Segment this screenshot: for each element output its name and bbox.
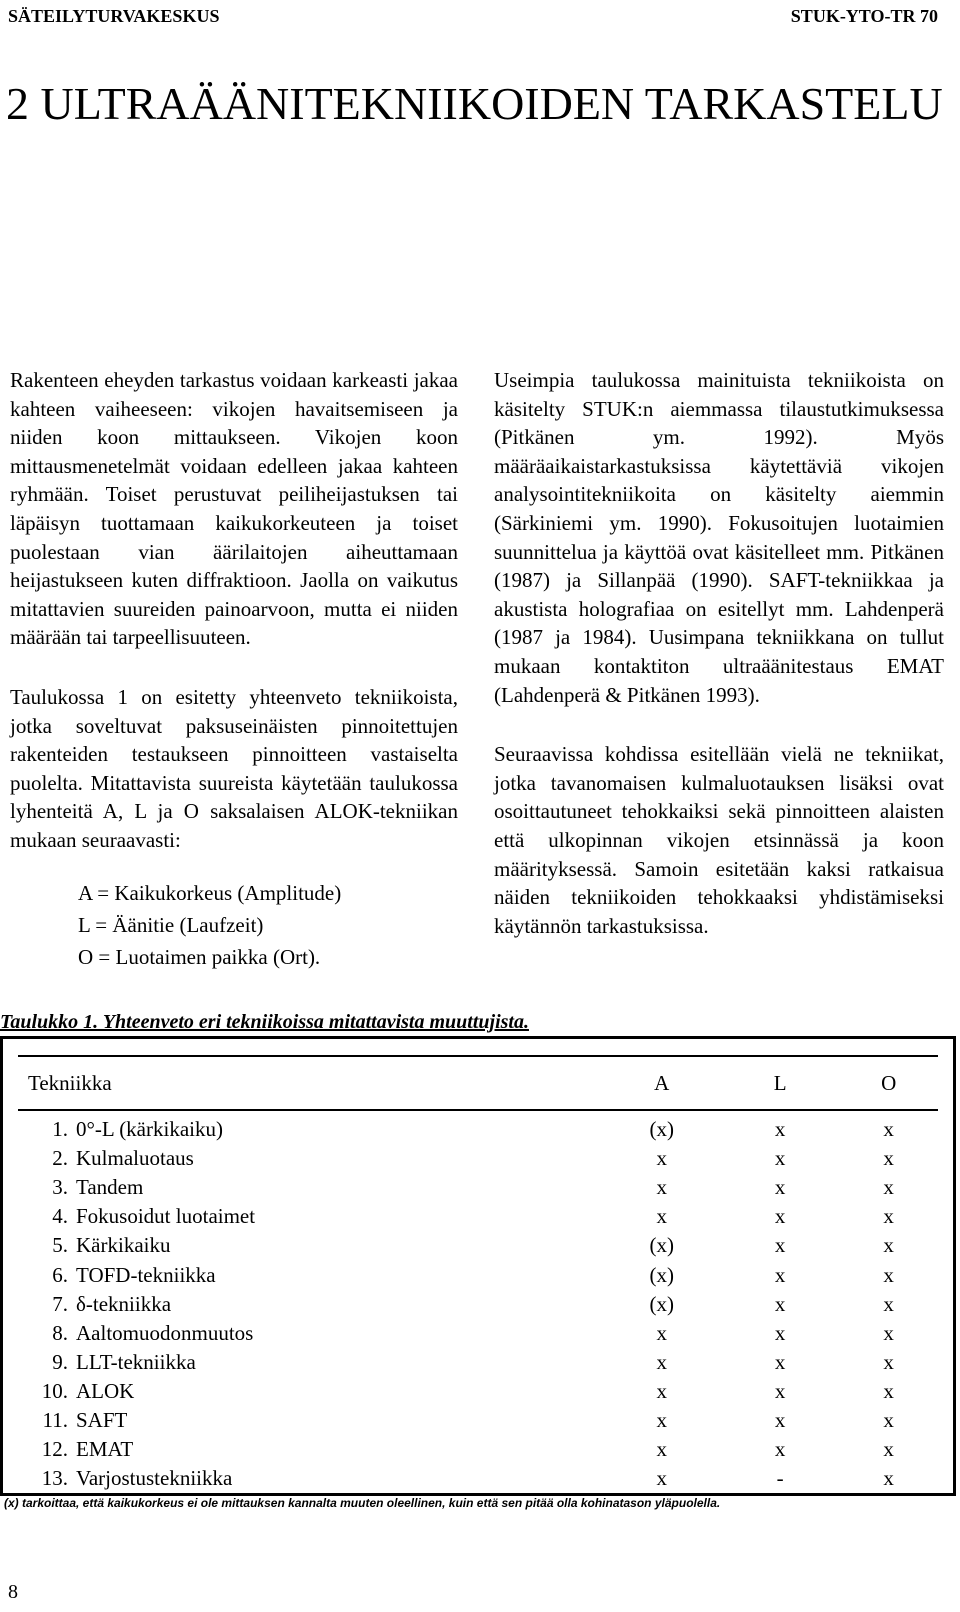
table-row [18, 1348, 938, 1377]
o-cell: x [883, 1437, 894, 1462]
a-cell: x [656, 1378, 667, 1403]
o-cell: x [883, 1378, 894, 1403]
row-number: 1. [52, 1117, 68, 1142]
table-row [18, 1231, 938, 1260]
technique-name: 0°-L (kärkikaiku) [76, 1117, 223, 1142]
header-o: O [839, 1057, 938, 1110]
abbreviation-item: L = Äänitie (Laufzeit) [78, 912, 264, 937]
technique-cell [18, 1110, 602, 1144]
technique-cell [18, 1290, 602, 1319]
technique-cell [18, 1173, 602, 1202]
l-cell: x [774, 1233, 786, 1258]
a-cell: x [656, 1146, 667, 1171]
header-technique: Tekniikka [18, 1057, 602, 1110]
l-cell: x [774, 1437, 786, 1462]
row-number: 10. [41, 1378, 68, 1403]
technique-name: Kulmaluotaus [76, 1146, 194, 1171]
row-number: 8. [52, 1320, 68, 1345]
row-number: 4. [52, 1204, 68, 1229]
o-cell: x [883, 1204, 894, 1229]
technique-cell [18, 1464, 602, 1493]
row-number: 6. [52, 1262, 68, 1287]
a-cell: x [656, 1175, 667, 1200]
table-row [18, 1290, 938, 1319]
technique-cell [18, 1406, 602, 1435]
technique-cell [18, 1231, 602, 1260]
technique-name: LLT-tekniikka [76, 1349, 196, 1374]
a-cell: (x) [649, 1117, 674, 1142]
l-cell: x [774, 1291, 786, 1316]
l-cell: x [774, 1320, 786, 1345]
l-cell: x [774, 1407, 786, 1432]
technique-name: Aaltomuodonmuutos [76, 1320, 254, 1345]
o-cell: x [883, 1291, 894, 1316]
row-number: 11. [42, 1407, 68, 1432]
technique-cell [18, 1377, 602, 1406]
table-row [18, 1377, 938, 1406]
technique-name: Tandem [76, 1175, 144, 1200]
technique-name: Kärkikaiku [76, 1233, 171, 1258]
o-cell: x [883, 1262, 894, 1287]
a-cell: (x) [649, 1291, 674, 1316]
a-cell: (x) [649, 1262, 674, 1287]
l-cell: x [774, 1378, 786, 1403]
abbreviation-item: A = Kaikukorkeus (Amplitude) [78, 880, 342, 905]
a-cell: x [656, 1204, 667, 1229]
left-paragraph-2: Taulukossa 1 on esitetty yhteenveto tekniikoista, jotka soveltuvat paksuseinäisten pinnoitettujen rakenteiden testaukseen pinnoitteen vastaiselta puolelta. Mitattavista suureista käytetään taulukossa lyhenteitä A, L ja O saksalaisen ALOK-tekniikan mukaan seuraavasti: [10, 684, 458, 852]
table-row [18, 1144, 938, 1173]
right-paragraph-1: Useimpia taulukossa mainituista tekniikoista on käsitelty STUK:n aiemmassa tilaustutkimuksessa (Pitkänen ym. 1992). Myös määräaikaistarkastuksissa käytettäviä vikojen analysointitekniikoita on käsitelty aiemmin (Särkiniemi ym. 1990). Fokusoitujen luotaimien suunnittelua ja käyttöä ovat käsitelleet mm. Pitkänen (1987) ja Sillanpää (1990). SAFT-tekniikkaa ja akustista holografiaa on esitellyt mm. Lahdenperä (1987 ja 1984). Uusimpana tekniikkana on tullut mukaan kontaktiton ultraäänitestaus EMAT (Lahdenperä & Pitkänen 1993). [494, 368, 944, 707]
technique-cell [18, 1435, 602, 1464]
row-number: 7. [52, 1291, 68, 1316]
o-cell: x [883, 1407, 894, 1432]
table-row [18, 1110, 938, 1144]
technique-cell [18, 1348, 602, 1377]
table-row [18, 1464, 938, 1493]
technique-cell [18, 1260, 602, 1289]
a-cell: (x) [649, 1233, 674, 1258]
o-cell: x [883, 1466, 894, 1491]
o-cell: x [883, 1117, 894, 1142]
a-cell: x [656, 1349, 667, 1374]
right-column [494, 366, 944, 971]
table-header-row [18, 1057, 938, 1110]
technique-cell [18, 1319, 602, 1348]
o-cell: x [883, 1175, 894, 1200]
o-cell: x [883, 1146, 894, 1171]
table-row [18, 1435, 938, 1464]
abbreviation-list [78, 877, 458, 973]
technique-name: TOFD-tekniikka [76, 1262, 216, 1287]
technique-name: SAFT [76, 1407, 128, 1432]
technique-name: ALOK [76, 1378, 135, 1403]
chapter-title: 2 ULTRAÄÄNITEKNIIKOIDEN TARKASTELU [6, 78, 943, 129]
l-cell: x [774, 1175, 786, 1200]
page-number: 8 [8, 1581, 18, 1603]
left-paragraph-1: Rakenteen eheyden tarkastus voidaan karkeasti jakaa kahteen vaiheeseen: vikojen havaitsemiseen ja niiden koon mittaukseen. Vikojen koon mittausmenetelmät voidaan edelleen jakaa kahteen ryhmään. Toiset perustuvat peiliheijastuksen tai läpäisyn tuottamaan kaikukorkeuteen ja toiset puolestaan vian äärilaitojen aiheuttamaan heijastukseen kuten diffraktioon. Jaolla on vaikutus mitattavien suureiden painoarvoon, mutta ei niiden määrään tai tarpeellisuuteen. [10, 368, 458, 650]
table-body [18, 1110, 938, 1493]
technique-name: δ-tekniikka [76, 1291, 172, 1316]
running-header-left: SÄTEILYTURVAKESKUS [8, 6, 220, 26]
technique-name: EMAT [76, 1437, 134, 1462]
row-number: 12. [41, 1437, 68, 1462]
table-footnote: (x) tarkoittaa, että kaikukorkeus ei ole mittauksen kannalta muuten oleellinen, kuin että sen pitää olla kohinatason yläpuolella. [4, 1496, 721, 1510]
a-cell: x [656, 1466, 667, 1491]
technique-cell [18, 1202, 602, 1231]
technique-cell [18, 1144, 602, 1173]
o-cell: x [883, 1349, 894, 1374]
abbreviation-item: O = Luotaimen paikka (Ort). [78, 944, 321, 969]
row-number: 3. [52, 1175, 68, 1200]
running-header-right: STUK-YTO-TR 70 [790, 6, 938, 26]
a-cell: x [656, 1437, 667, 1462]
a-cell: x [656, 1407, 667, 1432]
row-number: 5. [52, 1233, 68, 1258]
l-cell: x [774, 1349, 786, 1374]
l-cell: x [774, 1262, 786, 1287]
table-row [18, 1202, 938, 1231]
l-cell: x [774, 1146, 786, 1171]
header-a: A [602, 1057, 721, 1110]
table-row [18, 1319, 938, 1348]
o-cell: x [883, 1233, 894, 1258]
technique-name: Fokusoidut luotaimet [76, 1204, 256, 1229]
table-row [18, 1406, 938, 1435]
left-column [10, 366, 458, 973]
o-cell: x [883, 1320, 894, 1345]
table-caption: Taulukko 1. Yhteenveto eri tekniikoissa mitattavista muuttujista. [0, 1011, 529, 1033]
summary-table [18, 1055, 938, 1495]
row-number: 2. [52, 1146, 68, 1171]
l-cell: x [774, 1204, 786, 1229]
a-cell: x [656, 1320, 667, 1345]
header-l: L [721, 1057, 839, 1110]
right-paragraph-2: Seuraavissa kohdissa esitellään vielä ne tekniikat, jotka tavanomaisen kulmaluotauksen lisäksi ovat osoittautuneet tehokkaiksi sekä pinnoitteen alaisten että ulkopinnan vikojen etsinnässä ja koon määrityksessä. Samoin esitetään kaksi ratkaisua näiden tekniikoiden tehokkaaksi yhdistämiseksi käytännön tarkastuksissa. [494, 742, 944, 938]
table-row [18, 1173, 938, 1202]
technique-name: Varjostustekniikka [76, 1466, 233, 1491]
l-cell: - [776, 1466, 784, 1491]
row-number: 9. [52, 1349, 68, 1374]
row-number: 13. [41, 1466, 68, 1491]
table-row [18, 1260, 938, 1289]
l-cell: x [774, 1117, 786, 1142]
